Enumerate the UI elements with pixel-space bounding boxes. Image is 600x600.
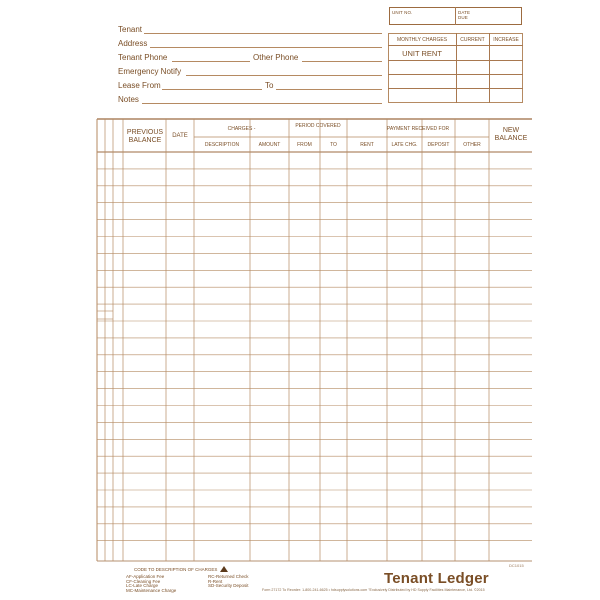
code-item: MC-Maintenance Charge [126,587,177,593]
lease-from-label: Lease From [118,81,161,90]
other-phone-label: Other Phone [253,53,299,62]
form-title: Tenant Ledger [384,570,489,587]
tenant-phone-label: Tenant Phone [118,53,168,62]
payment-received-header: PAYMENT RECEIVED FOR [386,126,450,132]
form-number: DC1015 [509,563,524,568]
codes-right-list [208,575,249,589]
code-item: SD-Security Deposit [208,583,249,589]
date-header: DATE [172,133,188,139]
address-label: Address [118,39,148,48]
amount-header: AMOUNT [258,142,281,148]
code-item: LC-Late Charge [126,583,159,589]
other-header: OTHER [463,142,481,148]
unit-rent-label: UNIT RENT [402,49,442,58]
codes-left-list [126,575,176,593]
code-item: CF-Cleaning Fee [126,578,161,584]
date-due-label: DATE DUE [458,10,471,20]
rent-header: RENT [360,142,374,148]
tenant-label: Tenant [118,25,143,34]
notes-label: Notes [118,95,139,104]
new-balance-header: NEW BALANCE [494,127,528,142]
deposit-header: DEPOSIT [427,142,450,148]
from-header: FROM [297,142,312,148]
code-item: AF-Application Fee [126,574,165,579]
lease-to-label: To [265,81,274,90]
previous-balance-header: PREVIOUS BALANCE [126,129,164,144]
late-chg-header: LATE CHG. [391,142,418,148]
code-description-title: CODE TO DESCRIPTION OF CHARGES [134,567,218,572]
code-item: RC-Returned Check [208,574,249,579]
description-header: DESCRIPTION [204,142,240,148]
period-covered-header: PERIOD COVERED [295,123,341,129]
charges-header: CHARGES - [227,126,256,132]
fine-print: Form 27172 To Reorder: 1-800-241-6625 • hdsupplysolutions.com "Exclusively Distributed by HD Supply Facilities Maintenance, Ltd. ©2015 [262,588,485,592]
triangle-icon [220,566,228,572]
monthly-charges-header: MONTHLY CHARGES [396,37,448,43]
to-header: TO [330,142,337,148]
unit-no-label: UNIT NO. [392,10,413,15]
code-item: R-Rent [208,578,223,584]
current-header: CURRENT [460,37,485,43]
increase-header: INCREASE [493,37,519,43]
emergency-notify-label: Emergency Notify [118,67,182,76]
